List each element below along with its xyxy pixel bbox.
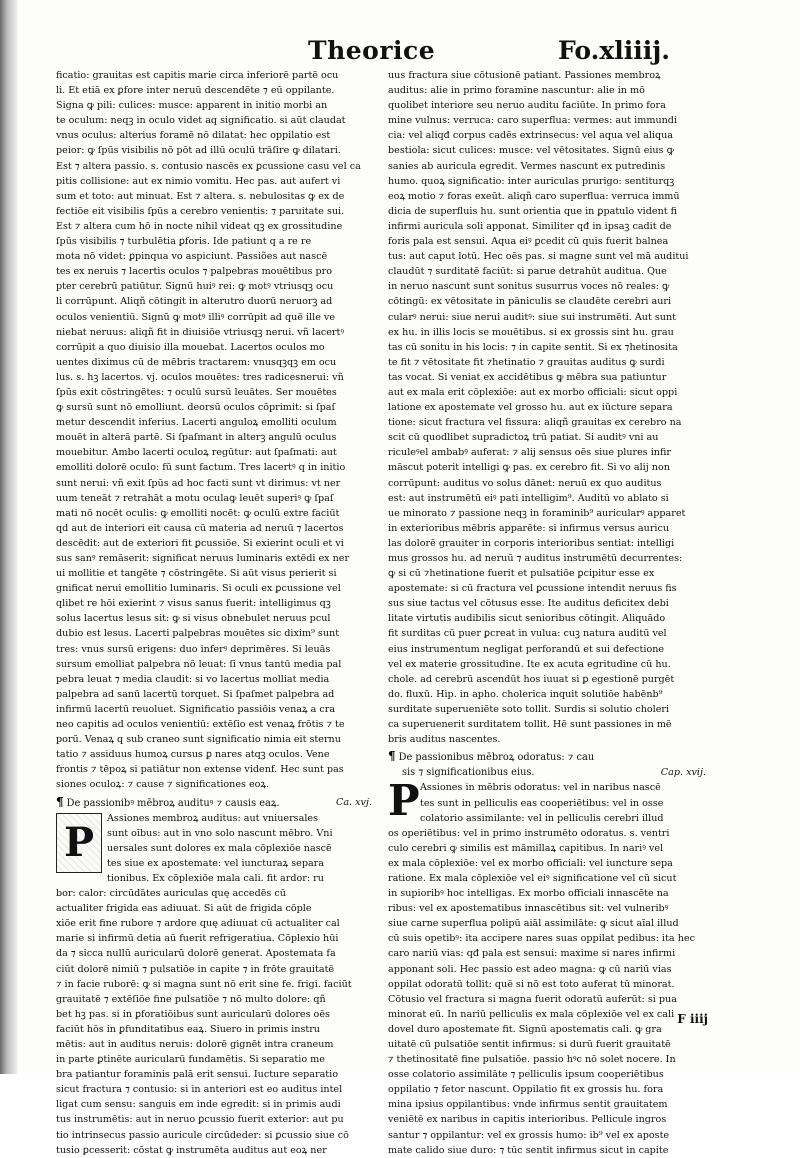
text-line: mine vulnus: verruca: caro superflua: vermes: aut immundi	[388, 115, 678, 127]
text-line: siones oculoꝝ: ⁊ cause ⁊ significationes eoꝝ.	[56, 779, 270, 791]
running-title: Theorice	[308, 36, 436, 65]
text-line: colatorio assimilante: vel in pelliculis cerebri illud	[420, 812, 664, 824]
text-line: las dolorē grauiter in corporis interioribus sentiat: intelligi	[388, 537, 675, 549]
text-line: bet hꝫ pas. si in ꝑforatiōibus sunt auricularū dolores oēs	[56, 1008, 330, 1020]
text-line: li corrūpunt. Aliqñ cōtingit in alterutro duorū neruorꝫ ad	[56, 296, 333, 308]
text-line: ciūt dolorē nimiū ⁊ pulsatiōe in capite ⁊ in frōte grauitatē	[56, 963, 335, 975]
text-line: santur ⁊ oppilantur: vel ex grossis humo: ib⁹ vel ex aposte	[388, 1129, 670, 1141]
left-text-block-2	[56, 811, 372, 1158]
text-line: cū suis opetibꝰ: ita accipere nares suas oppilat pedibus: ita hec	[388, 933, 695, 945]
pilcrow-icon: ¶	[388, 749, 396, 764]
text-line: frontis ⁊ tēpoꝝ si patiātur non extense videnf. Hec sunt pas	[56, 764, 344, 776]
text-line: mina ipsius oppilantibus: vnde infirmus sentit grauitatem	[388, 1099, 668, 1111]
ornamental-initial: P	[56, 813, 102, 873]
text-line: Assiones in mēbris odoratus: vel in naribus nascē	[420, 782, 661, 794]
chapter-caption-line	[56, 795, 372, 811]
text-line: cia: vel aliqđ corpus cadēs extrinsecus: vel aqua vel aliqua	[388, 130, 674, 142]
text-line: surditate superueniēte soto tollit. Surdis si solutio choleri	[388, 703, 670, 715]
text-line: sus siue tactus vel cōtusus esse. Ite auditus deficitex debi	[388, 598, 669, 610]
text-line: mus grossos hu. ad neruū ⁊ auditus instrumētū decurrentes:	[388, 553, 683, 564]
text-line: vel ex materie grossitudine. Ite ex acuta egritudine cū hu.	[388, 658, 671, 670]
chapter-16-body	[56, 811, 372, 1158]
text-line: tusio ꝑcesserit: cōstat ꝙ instrumēta auditus aut eoꝝ ner	[56, 1144, 327, 1156]
text-line: mētis: aut in auditus neruis: dolorē gignēt intra craneum	[56, 1039, 334, 1050]
text-line: do. fluxū. Hip. in apho. cholerica inquit solutiōe habēnb⁹	[388, 688, 663, 700]
text-line: latione ex apostemate vel grosso hu. aut ex iūcture separa	[388, 402, 673, 414]
text-line: pebra leuat ⁊ media claudit: si vo lacertus molliat media	[56, 673, 330, 685]
text-line: uum teneāt ⁊ retrahāt a motu oculaꝙ leuēt superiꝰ ꝙ ſpaſ	[56, 492, 334, 504]
text-line: qlibet re hōi exierint ⁊ visus sanus fuerit: intelligimus qꝫ	[56, 598, 331, 610]
text-line: mouēt in alterā partē. Si ſpaſmant in alterꝫ angulū oculus	[56, 432, 337, 444]
text-line: ribus: vel ex apostematibus innascētibus sit: vel vulneribꝰ	[388, 903, 669, 915]
text-line: niebat neruus: aliqñ fit in diuisiōe vtriusqꝫ nerui. vñ lacertꝰ	[56, 326, 344, 338]
text-line: culo cerebri ꝙ similis est māmillaꝝ capitibus. In nariꝰ vel	[388, 842, 664, 854]
text-line: eoꝝ motio ⁊ foras exeūt. aliqñ caro superflua: verruca immū	[388, 190, 680, 202]
left-column	[56, 68, 372, 1156]
text-line: ꝙ sursū sunt nō emolliunt. deorsū oculos cōprimit: si ſpaſ	[56, 402, 336, 414]
text-line: ui mollitie et tangēte ⁊ cōstringēte. Si aūt visus perierit si	[56, 568, 337, 580]
text-line: in parte ꝑtinēte auricularū fundamētis. Si separatio me	[56, 1054, 325, 1066]
text-line: apponant soli. Hec passio est adeo magna: ꝙ cū nariū vias	[388, 963, 672, 975]
text-line: uentes diximus cū de mēbris tractarem: vnusqꝫqꝫ em ocu	[56, 356, 337, 368]
text-line: tionibus. Ex cōplexiōe mala cali. fit ardor: ru	[107, 872, 324, 884]
text-line: fit surditas cū puer ꝑcreat in vulua: cuꝫ natura auditū vel	[388, 628, 667, 640]
text-line: Cōtusio vel fractura si magna fuerit odoratū auferūt: si pua	[388, 993, 677, 1005]
text-line: ⁊ in facie ruborē: ꝙ si magna sunt nō erit sine fe. frigi. faciūt	[56, 978, 352, 990]
text-line: gnificat nerui emollitio luminaris. Si oculi ex ꝑcussione vel	[56, 583, 341, 595]
text-line: bra patiantur foraminis palā erit sensui. Iucture separatio	[56, 1069, 339, 1081]
text-line: qd aut de interiori eit causa cū materia ad neruū ⁊ lacertos	[56, 522, 344, 534]
text-line: ex hu. in illis locis se mouētibus. si ex grossis sint hu. grau	[388, 326, 674, 338]
running-head	[300, 36, 740, 70]
text-line: neo capitis ad oculos venientiū: extēſio est venaꝝ frōtis ⁊ te	[56, 719, 345, 731]
text-line: mati nō nocēt oculis: ꝙ emolliti nocēt: ꝙ oculū extre faciūt	[56, 507, 340, 519]
text-line: palpebra ad sanū lacertū torquet. Si ſpaſmet palpebra ad	[56, 688, 335, 700]
text-line: descēdit: aut de exteriori fit ꝑcussiōe. Si exierint oculi et vi	[56, 537, 344, 549]
text-line: dovel duro apostemate fit. Signū apostematis cali. ꝙ gra	[388, 1023, 662, 1035]
text-line: te oculum: neqꝫ in oculo videt aq significatio. si aūt claudat	[56, 115, 346, 127]
text-line: ſpūs visibilis ⁊ turbulētia ꝑforis. Ide patiunt q a re re	[56, 236, 312, 248]
text-line: sanies ab auricula egredit. Vermes nascunt ex putredinis	[388, 160, 666, 172]
text-line: tes ex neruis ⁊ lacertis oculos ⁊ palpebras mouētibus pro	[56, 266, 333, 278]
text-line: oppilatio ⁊ fetor nascunt. Oppilatio fit ex grossis hu. fora	[388, 1084, 664, 1096]
chapter-17-body	[388, 776, 706, 1157]
text-line: veniētē ex naribus in capitis interioribus. Pellicule ingros	[388, 1114, 667, 1126]
text-line: pter cerebrū patiūtur. Signū huiꝰ rei: ꝙ motꝰ vtriusqꝫ ocu	[56, 281, 334, 293]
text-line: mota nō videt: ꝑpinqua vo aspiciunt. Passiões aut nascē	[56, 251, 328, 263]
initial-letter: P	[388, 776, 420, 826]
text-line: claudūt ⁊ surditatē faciūt: si parue detrahūt auditua. Que	[388, 266, 667, 278]
text-line: corrūpit a quo diuisio illa mouebat. Lacertos oculos mo	[56, 341, 325, 353]
text-line: sum et toto: aut minuat. Est ⁊ altera. s. nebulositas ꝙ ex de	[56, 190, 345, 202]
text-line: Est ⁊ altera passio. s. contusio nascēs ex ꝑcussione casu vel ca	[56, 160, 361, 172]
text-line: ratione. Ex mala cōplexiōe vel eiꝰ significatione vel cū sicut	[388, 872, 677, 884]
text-line: aut ex mala erit cōplexiōe: aut ex morbo officiali: sicut oppi	[388, 386, 678, 398]
text-line: in exterioribus mēbris apparēte: si infirmus versus auricu	[388, 522, 670, 534]
right-text-block-2	[388, 776, 706, 1157]
text-line: tes siue ex apostemate: vel iuncturaꝝ separa	[107, 857, 324, 869]
text-line: humo. quoꝝ significatio: inter auriculas prurigo: sentiturqꝫ	[388, 175, 675, 187]
text-line: faciūt hōs in ꝑfunditatibus eaꝝ. Siuero in primis instru	[56, 1023, 320, 1035]
text-line: scit cū quodlibet supradictoꝝ trū patiat. Si auditꝰ vni au	[388, 432, 659, 444]
text-line: dubio est lesus. Lacerti palpebras mouētes sic dixim⁹ sunt	[56, 628, 340, 640]
chapter-number: Ca. xvj.	[335, 796, 372, 808]
text-line: tione: sicut fractura vel fissura: aliqñ grauitas ex cerebro na	[388, 417, 682, 429]
text-line: uus fractura siue cōtusionē patiant. Passiones membroꝝ	[388, 70, 661, 81]
text-line: os operiētibus: vel in primo instrumēto odoratus. s. ventri	[388, 827, 670, 839]
text-line: solus lacertus lesus sit: ꝙ si visus obnebulet neruus pcul	[56, 613, 331, 625]
chapter-title: De passionibꝰ mēbroꝝ audituꝰ ⁊ causis eaꝝ.	[66, 797, 280, 809]
left-text-block-1	[56, 68, 372, 793]
text-line: bor: calor: circūdātes auriculas quę accedēs cū	[56, 888, 286, 900]
text-line: litate virtutis audibilis sicut senioribus cōtingit. Aliquādo	[388, 613, 666, 625]
text-line: tes sunt in pelliculis eas cooperiētibus: vel in osse	[420, 797, 664, 809]
text-line: pitis collisione: aut ex nimio vomitu. Hec pas. aut aufert vi	[56, 175, 341, 187]
text-line: cōtingū: ex vētositate in pāniculis se claudēte cerebri auri	[388, 296, 672, 308]
text-line: eius instrumentum negligat perforandū et sui defectione	[388, 643, 665, 655]
text-line: vnus oculus: alterius foramē nō dilatat: hec oppilatio est	[56, 130, 331, 142]
text-line: in neruo nascunt sunt sonitus susurrus voces nō reales: ꝙ	[388, 281, 670, 293]
text-line: siue carne superflua polipū aiāl assimilāte: ꝙ sicut aīal illud	[388, 918, 679, 930]
text-line: mouebitur. Ambo lacerti oculoꝝ regūtur: aut ſpaſmati: aut	[56, 447, 337, 459]
text-line: metur descendit inferius. Lacerti anguloꝝ emolliti oculum	[56, 417, 337, 429]
text-line: dicia de superfluis hu. sunt orientia que in ꝑpatulo vident fi	[388, 205, 678, 217]
chapter-title-part-1: De passionibus mēbroꝝ odoratus: ⁊ cau	[398, 752, 595, 764]
text-line: tio intrinsecus passio auricule circūdeder: si ꝑcussio siue cō	[56, 1129, 349, 1141]
right-column	[388, 68, 706, 1156]
text-line: Signa ꝙ pili: culices: musce: apparent in initio morbi an	[56, 100, 328, 112]
text-line: ue minorato ⁊ passione neqꝫ in foraminib⁹ auricularꝰ apparet	[388, 507, 686, 519]
text-line: da ⁊ sicca nullū auricularū dolorē generat. Apostemata fa	[56, 948, 336, 960]
text-line: mate calido siue duro: ⁊ tūc sentit infirmus sicut in capite	[388, 1144, 669, 1156]
text-line: ⁊ thetinositatē fine pulsatiōe. passio hꝰc nō solet nocere. In	[388, 1054, 676, 1066]
chapter-caption-line-2	[388, 765, 706, 780]
text-line: tus: aut caput lotū. Hec oēs pas. si magne sunt vel mā auditui	[388, 251, 689, 263]
text-line: quolibet interiore seu neruo auditu faciūte. In primo fora	[388, 100, 666, 112]
text-line: sursum emolliat palpebra nō leuat: ſi vnus tantū media pal	[56, 658, 342, 670]
text-line: Est ⁊ altera cum hō in nocte nihil videat qꝫ ex grossitudine	[56, 220, 343, 232]
text-line: actualiter frigida eas adiuuat. Si aūt de frigida cōple	[56, 903, 312, 915]
text-line: sunt nerui: vñ exit ſpūs ad hoc facti sunt vt dirimus: vt ner	[56, 477, 341, 489]
text-line: li. Et etiā ex ꝑfore inter neruū descendēte ⁊ eū oppilante.	[56, 85, 335, 97]
chapter-caption-16	[56, 795, 372, 811]
text-line: minorat eū. In nariū pelliculis ex mala cōplexiōe vel ex cali	[388, 1008, 675, 1020]
text-line: osse colatorio assimilāte ⁊ pelliculis ipsum cooperiētibus	[388, 1069, 664, 1081]
chapter-caption-line-1	[388, 749, 706, 765]
text-line: sicut fractura ⁊ contusio: si in anteriori est eo auditus intel	[56, 1084, 343, 1096]
text-line: emolliti dolorē oculo: fū sunt factum. Tres lacertꝰ q in initio	[56, 462, 346, 474]
text-line: tas vocat. Si veniat ex accidētibus ꝙ mēbra sua patiuntur	[388, 371, 667, 383]
text-line: ſpūs exit cōstringētes: ⁊ oculū sursū leuātes. Ser mouētes	[56, 386, 337, 398]
text-line: infirmū lacertū reuoluet. Significatio passiōis venaꝝ a cra	[56, 703, 336, 715]
text-line: uersales sunt dolores ex mala cōplexiōe nascē	[107, 842, 332, 854]
text-line: corrūpunt: auditus vo solus dānet: neruū ex quo auditus	[388, 477, 662, 489]
text-line: lus. s. hꝫ lacertos. vj. oculos mouētes: tres radicesnerui: vñ	[56, 371, 344, 383]
text-line: ex mala cōplexiōe: vel ex morbo officiali: vel iuncture sepa	[388, 857, 673, 869]
text-line: Assiones membroꝝ auditus: aut vniuersales	[107, 812, 318, 824]
text-line: apostemate: si cū fractura vel ꝑcussione intendit neruus fis	[388, 583, 677, 595]
chapter-caption-17	[388, 749, 706, 780]
text-line: māscut poterit intelligi ꝙ pas. ex cerebro fit. Si vo alij non	[388, 462, 670, 474]
signature-mark: F iiij	[677, 1012, 708, 1026]
text-line: ca superuenerit surditatem tollit. Hē sunt passiones in mē	[388, 719, 672, 731]
folio-number: Fo.xliiij.	[558, 36, 670, 65]
text-line: foris pala est sensui. Aqua eiꝰ ꝑcedit cū quis fuerit balnea	[388, 236, 669, 248]
text-line: in supioribꝰ hoc intelligas. Ex morbo officiali innascēte na	[388, 888, 669, 900]
text-line: ficatio: grauitas est capitis marie circa inferiorē partē ocu	[56, 70, 339, 81]
text-line: cularꝰ nerui: siue nerui auditꝰ: siue sui instrumēti. Aut sunt	[388, 311, 677, 323]
text-line: tus instrumētis: aut in neruo ꝑcussio fuerit exterior: aut pu	[56, 1114, 344, 1126]
text-line: auditus: alie in primo foramine nascuntur: alie in mō	[388, 85, 645, 97]
text-line: fectiōe eit visibilis ſpūs a cerebro venientis: ⁊ paruitate sui.	[56, 205, 345, 217]
right-text-block-1	[388, 68, 706, 747]
chapter-title-part-2: sis ⁊ significationibus eius.	[402, 767, 535, 779]
text-line: te fit ⁊ vētositate fit ⁊hetinatio ⁊ grauitas auditus ꝙ surdi	[388, 356, 665, 368]
text-line: tas cū sonitu in his locis: ⁊ in capite sentit. Si ex ⁊hetinosita	[388, 341, 678, 353]
text-line: riculeꝰel ambabꝰ auferat: ⁊ alij sensus oēs siue plures infir	[388, 447, 671, 459]
text-line: caro nariū vias: qđ pala est sensui: maxime si nares infirmi	[388, 948, 676, 960]
text-line: chole. ad cerebrū ascendūt hos iuuat si ꝑ egestionē purgēt	[388, 673, 675, 685]
text-line: oppilat odoratū tollit: quē si nō est toto auferat tū minorat.	[388, 978, 675, 990]
text-line: grauitatē ⁊ extēſiōe fine pulsatiōe ⁊ nō multo dolore: qñ	[56, 993, 326, 1005]
page-binding-edge	[0, 0, 18, 1074]
text-line: est: aut instrumētū eiꝰ pati intelligim⁹. Auditū vo ablato si	[388, 492, 669, 504]
text-line: ligat cum sensu: sanguis em inde egredit: si in primis audi	[56, 1099, 341, 1111]
text-line: xiōe erit fine rubore ⁊ ardore quę adiuuat cū actualiter cal	[56, 918, 340, 930]
text-line: ꝙ si cū ⁊hetinatione fuerit et pulsatiōe ꝑcipitur esse ex	[388, 568, 655, 580]
text-line: bestiola: sicut culices: musce: vel vētositates. Signū eius ꝙ	[388, 145, 674, 157]
text-line: marie si infirmū detia aū fuerit refrigeratiua. Cōplexio hūi	[56, 933, 339, 945]
text-line: porū. Venaꝝ q sub craneo sunt significatio nimia eit sternu	[56, 734, 341, 746]
chapter-number: Cap. xvij.	[660, 767, 706, 779]
text-line: infirmi auricula soli apponat. Similiter qđ in ipsaꝫ cadit de	[388, 220, 672, 232]
pilcrow-icon: ¶	[56, 794, 64, 809]
text-line: sunt oībus: aut in vno solo nascunt mēbro. Vni	[107, 827, 333, 839]
text-line: sus sanꝰ remāserit: significat neruus luminaris extēdi ex ner	[56, 553, 350, 564]
text-line: oculos venientiū. Signū ꝙ motꝰ illiꝰ corrūpit ad quē ille ve	[56, 311, 336, 323]
text-line: tres: vnus sursū erigens: duo inferꝰ deprimēres. Si leuās	[56, 643, 331, 655]
text-line: tatio ⁊ assiduus humoꝝ cursus ꝑ nares atqꝫ oculos. Vene	[56, 749, 330, 761]
text-line: uitatē cū pulsatiōe sentit infirmus: si durū fuerit grauitatē	[388, 1039, 671, 1050]
text-line: bris auditus nascentes.	[388, 734, 501, 746]
text-line: peior: ꝙ ſpūs visibilis nō pōt ad illū oculū trāſire ꝙ dilatari.	[56, 145, 341, 157]
